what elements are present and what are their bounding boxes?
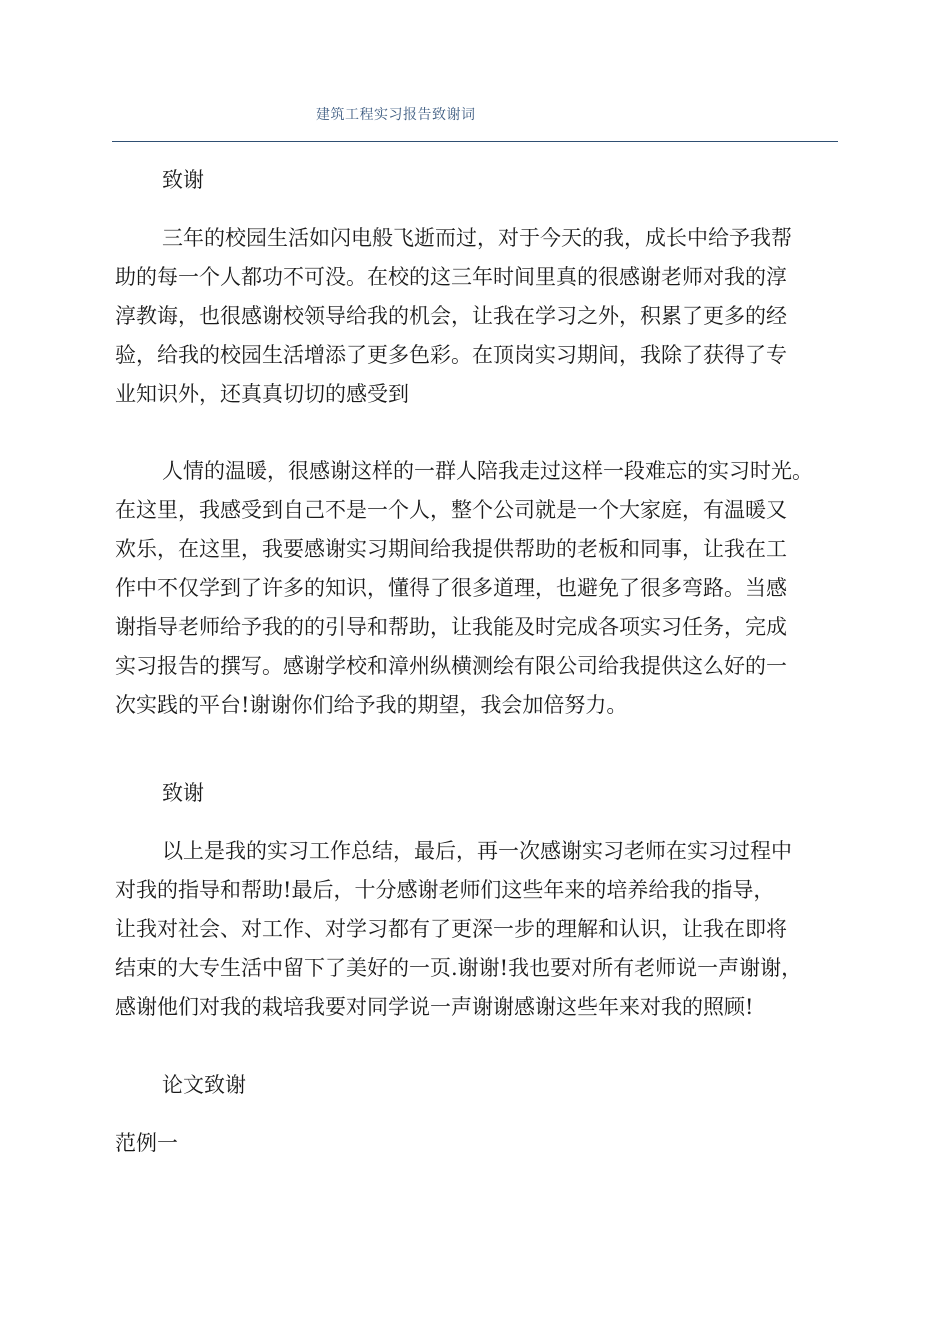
paragraph-line: 淳教诲，也很感谢校领导给我的机会，让我在学习之外，积累了更多的经 — [115, 304, 787, 328]
paragraph-line: 业知识外，还真真切切的感受到 — [115, 382, 409, 406]
section-heading — [115, 774, 845, 813]
paragraph-line: 验，给我的校园生活增添了更多色彩。在顶岗实习期间，我除了获得了专 — [115, 343, 787, 367]
paragraph-line: 谢指导老师给予我的的引导和帮助，让我能及时完成各项实习任务，完成 — [115, 615, 787, 639]
paragraph-line: 结束的大专生活中留下了美好的一页.谢谢!我也要对所有老师说一声谢谢， — [115, 956, 803, 980]
heading-text: 论文致谢 — [162, 1073, 246, 1097]
heading-text: 致谢 — [162, 781, 204, 805]
paragraph-line: 次实践的平台!谢谢你们给予我的期望，我会加倍努力。 — [115, 693, 628, 717]
paragraph-line: 实习报告的撰写。感谢学校和漳州纵横测绘有限公司给我提供这么好的一 — [115, 654, 787, 678]
section-heading — [115, 1066, 845, 1105]
paragraph-line: 对我的指导和帮助!最后，十分感谢老师们这些年来的培养给我的指导， — [115, 878, 775, 902]
paragraph-line: 感谢他们对我的栽培我要对同学说一声谢谢感谢这些年来对我的照顾! — [115, 995, 754, 1019]
paragraph — [115, 832, 845, 1027]
paragraph — [115, 219, 845, 414]
paragraph — [115, 452, 845, 725]
header-divider — [112, 141, 838, 142]
running-header-title: 建筑工程实习报告致谢词 — [316, 107, 476, 123]
section-heading — [115, 161, 845, 200]
paragraph-line: 人情的温暖，很感谢这样的一群人陪我走过这样一段难忘的实习时光。 — [162, 459, 813, 483]
paragraph-line: 以上是我的实习工作总结，最后，再一次感谢实习老师在实习过程中 — [162, 839, 792, 863]
paragraph-line: 欢乐，在这里，我要感谢实习期间给我提供帮助的老板和同事，让我在工 — [115, 537, 787, 561]
heading-text: 致谢 — [162, 168, 204, 192]
paragraph-line: 作中不仅学到了许多的知识，懂得了很多道理，也避免了很多弯路。当感 — [115, 576, 787, 600]
example-heading — [115, 1124, 845, 1163]
paragraph-line: 让我对社会、对工作、对学习都有了更深一步的理解和认识，让我在即将 — [115, 917, 787, 941]
heading-text: 范例一 — [115, 1131, 178, 1155]
paragraph-line: 助的每一个人都功不可没。在校的这三年时间里真的很感谢老师对我的淳 — [115, 265, 787, 289]
paragraph-line: 三年的校园生活如闪电般飞逝而过，对于今天的我，成长中给予我帮 — [162, 226, 792, 250]
paragraph-line: 在这里，我感受到自己不是一个人，整个公司就是一个大家庭，有温暖又 — [115, 498, 787, 522]
